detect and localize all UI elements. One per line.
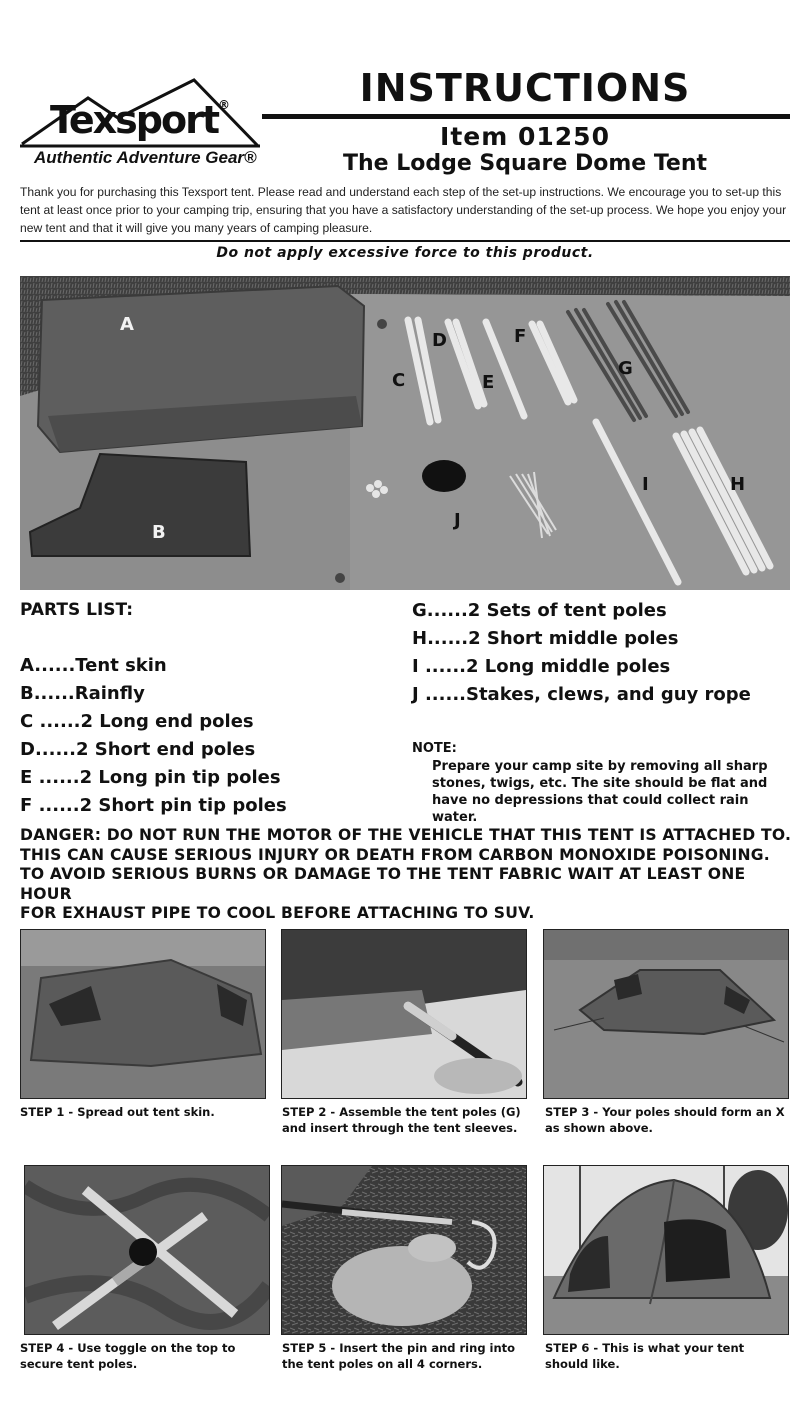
part-f: F ......2 Short pin tip poles (20, 795, 287, 816)
texsport-logo (18, 76, 262, 176)
intro-divider (20, 240, 790, 242)
step-6-photo (543, 1165, 789, 1335)
intro-paragraph: Thank you for purchasing this Texsport tent. Please read and understand each step of the set-up instructions. We encourage you to set-up this tent at least once prior to your camping trip, ensuring that you have a satisfactory understanding of the set-up process. We hope you enjoy your new tent and that it will give you many years of camping pleasure. (20, 185, 787, 235)
parts-list-title: PARTS LIST: (20, 600, 134, 620)
step-5-photo (281, 1165, 527, 1335)
part-e: E ......2 Long pin tip poles (20, 767, 281, 788)
label-g: G (618, 358, 633, 379)
note-title: NOTE: (412, 741, 457, 756)
step-5-caption: STEP 5 - Insert the pin and ring into the tent poles on all 4 corners. (282, 1341, 516, 1371)
force-warning: Do not apply excessive force to this product. (216, 245, 594, 261)
title-divider (262, 114, 790, 119)
step-3-photo (543, 929, 789, 1099)
page-title: INSTRUCTIONS (359, 66, 691, 110)
note-text: Prepare your camp site by removing all sharp stones, twigs, etc. The site should be flat and have no depressions that could collect rain water. (432, 759, 768, 825)
label-i: I (642, 474, 649, 495)
label-d: D (432, 330, 447, 351)
label-a: A (120, 314, 134, 335)
product-name: The Lodge Square Dome Tent (342, 151, 708, 176)
step-3-caption: STEP 3 - Your poles should form an X as shown above. (545, 1105, 785, 1135)
label-h: H (730, 474, 746, 495)
part-j: J ......Stakes, clews, and guy rope (412, 684, 751, 705)
step-4-caption: STEP 4 - Use toggle on the top to secure tent poles. (20, 1341, 236, 1371)
parts-photo-illustration (20, 276, 790, 590)
parts-photo (20, 276, 790, 590)
item-number: Item 01250 (440, 122, 610, 151)
label-j: J (454, 510, 461, 531)
label-b: B (152, 522, 166, 543)
brand-tagline: Authentic Adventure Gear® (34, 148, 257, 167)
label-c: C (392, 370, 406, 391)
label-f: F (514, 326, 527, 347)
brand-name: Texsport® (50, 98, 230, 142)
step-2-caption: STEP 2 - Assemble the tent poles (G) and insert through the tent sleeves. (282, 1105, 521, 1135)
part-g: G......2 Sets of tent poles (412, 600, 667, 621)
step-2-photo (281, 929, 527, 1099)
label-e: E (482, 372, 495, 393)
part-c: C ......2 Long end poles (20, 711, 254, 732)
part-d: D......2 Short end poles (20, 739, 256, 760)
step-1-photo (20, 929, 266, 1099)
step-6-caption: STEP 6 - This is what your tent should like. (545, 1341, 745, 1371)
part-h: H......2 Short middle poles (412, 628, 679, 649)
part-i: I ......2 Long middle poles (412, 656, 671, 677)
part-b: B......Rainfly (20, 683, 145, 704)
part-a: A......Tent skin (20, 655, 167, 676)
danger-warning: DANGER: DO NOT RUN THE MOTOR OF THE VEHICLE THAT THIS TENT IS ATTACHED TO. THIS CAN CAUSE SERIOUS INJURY OR DEATH FROM CARBON MONOXIDE POISONING. TO AVOID SERIOUS BURNS OR DAMAGE TO THE TENT FABRIC WAIT AT LEAST ONE HOUR FOR EXHAUST PIPE TO COOL BEFORE ATTACHING TO SUV. (20, 826, 792, 922)
step-1-caption: STEP 1 - Spread out tent skin. (20, 1105, 215, 1119)
step-4-photo (24, 1165, 270, 1335)
